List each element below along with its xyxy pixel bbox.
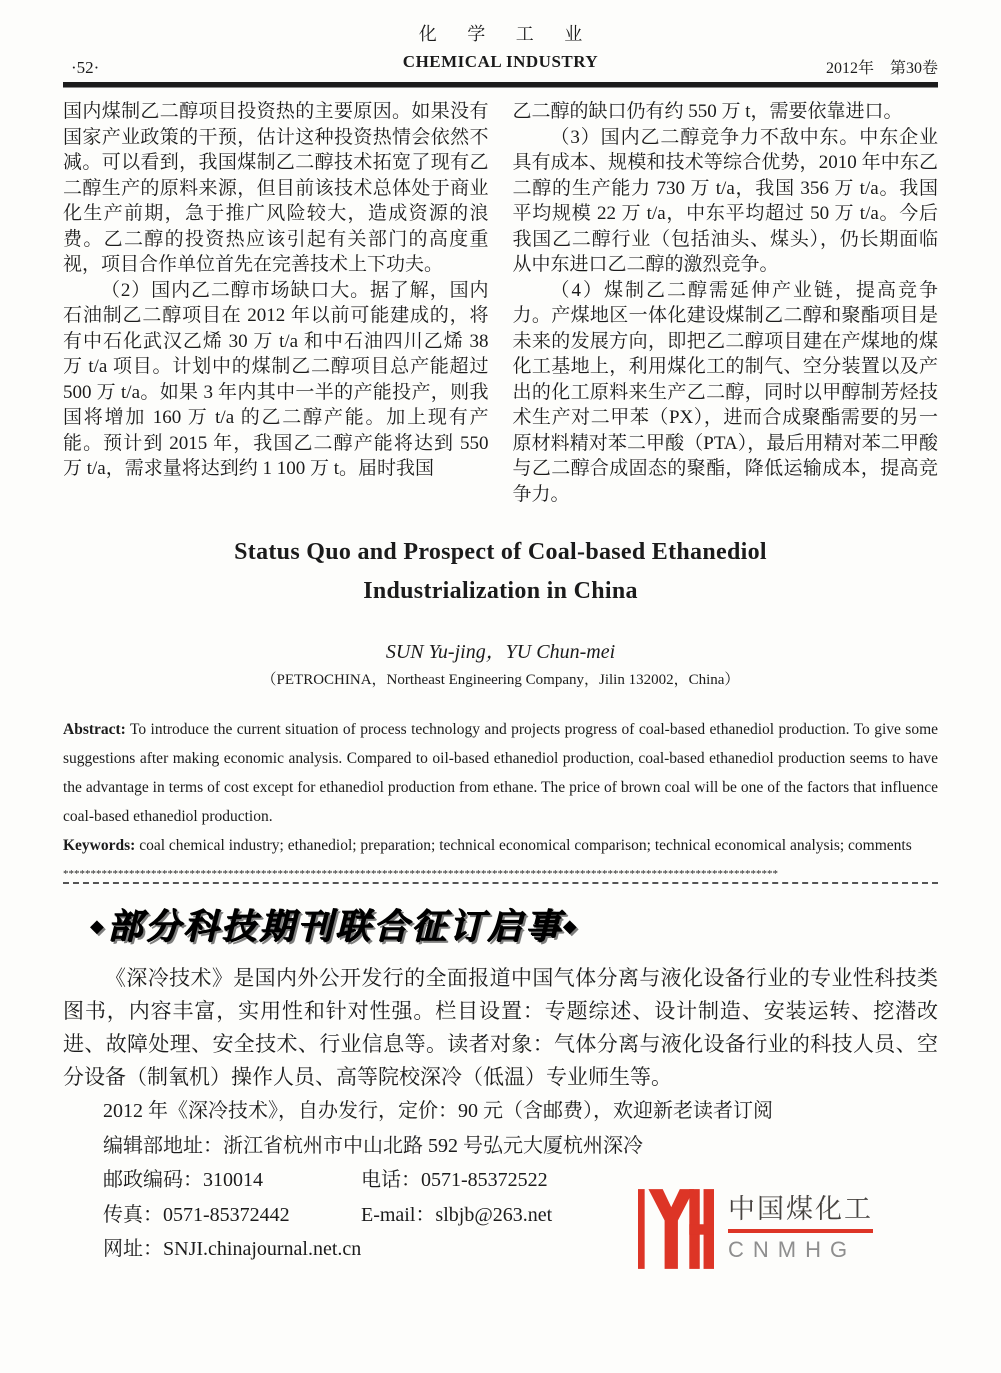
fax-text: 传真：0571-85372442 [103, 1203, 290, 1226]
column-right [513, 99, 939, 507]
abstract-paragraph [63, 715, 938, 831]
subscription-line [103, 1094, 938, 1129]
body-paragraph: 国内煤制乙二醇项目投资热的主要原因。如果没有国家产业政策的干预，估计这种投资热情会依然不减。可以看到，我国煤制乙二醇技术拓宽了现有乙二醇生产的原料来源，但目前该技术总体处于商业化生产前期，急于推广风险较大，造成资源的浪费。乙二醇的投资热应该引起有关部门的高度重视，项目合作单位首先在完善技术上下功夫。 [63, 101, 489, 275]
yh-monogram-icon [638, 1187, 714, 1271]
column-left [63, 99, 489, 507]
notice-banner-title: 部分科技期刊联合征订启事 [106, 907, 563, 946]
affiliation-line: （PETROCHINA，Northeast Engineering Company，Jilin 132002，China） [261, 672, 740, 688]
body-paragraph: （4）煤制乙二醇需延伸产业链，提高竞争力。产煤地区一体化建设煤制乙二醇和聚酯项目是未来的发展方向，即把乙二醇项目建在产煤地的煤化工基地上，利用煤化工的制气、空分装置以及产出的化工原料来生产乙二醇，同时以甲醇制芳烃技术生产对二甲苯（PX），进而合成聚酯需要的另一原材料精对苯二甲酸（PTA），最后用精对苯二甲酸与乙二醇合成固态的聚酯，降低运输成本，提高竞争力。 [512, 279, 938, 505]
watermark-logo [638, 1185, 968, 1277]
body-paragraph: 乙二醇的缺口仍有约 550 万 t，需要依靠进口。 [512, 101, 903, 122]
diamond-bullet-icon: ◆ [562, 916, 580, 936]
abstract-text: To introduce the current situation of process technology and projects progress of coal-based ethanediol production. To give some suggestions after making economic analysis. Compared to oil-based ethanediol production, coal-based ethanediol production seems to have the advantage in terms of cost except for ethanediol production from ethane. The price of brown coal will be one of the factors that influence coal-based ethanediol production. [63, 721, 938, 825]
notice-banner [90, 900, 1001, 952]
abstract-block [63, 715, 938, 860]
watermark-text-block [728, 1187, 873, 1263]
website-text: 网址：SNJI.chinajournal.net.cn [103, 1238, 362, 1260]
address-line [103, 1129, 938, 1164]
keywords-label: Keywords: [63, 837, 136, 854]
body-paragraph: （3）国内乙二醇竞争力不敌中东。中东企业具有成本、规模和技术等综合优势，2010 年中东乙二醇的生产能力 730 万 t/a，我国 356 万 t/a。我国平均规模 22 万 t/a，中东平均超过 50 万 t/a。今后我国乙二醇行业（包括油头、煤头），仍长期面临从中东进口乙二醇的激烈竞争。 [512, 126, 938, 275]
keywords-paragraph [63, 831, 938, 860]
page-number: ·52· [71, 58, 100, 77]
keywords-text: coal chemical industry; ethanediol; preparation; technical economical comparison; technical economical analysis; comments [135, 837, 912, 854]
address-text: 编辑部地址：浙江省杭州市中山北路 592 号弘元大厦杭州深冷 [103, 1134, 643, 1157]
watermark-name-en: CNMHG [728, 1237, 857, 1262]
journal-title-en: CHEMICAL INDUSTRY [402, 52, 599, 71]
subscription-text: 2012 年《深冷技术》，自办发行，定价：90 元（含邮费），欢迎新老读者订阅 [103, 1100, 773, 1122]
journal-title-cn: 化 学 工 业 [418, 24, 596, 44]
phone-text: 电话：0571-85372522 [361, 1169, 548, 1191]
english-title-line2: Industrialization in China [363, 578, 638, 604]
ornament-separator: ********************************************************************************************************************************** [63, 868, 938, 884]
abstract-label: Abstract: [63, 721, 126, 738]
watermark-name-cn: 中国煤化工 [728, 1187, 873, 1233]
issue-info: 2012年 第30卷 [825, 60, 938, 77]
header-rule [63, 82, 938, 87]
postcode-text: 邮政编码：310014 [103, 1169, 263, 1191]
body-paragraph: （2）国内乙二醇市场缺口大。据了解，国内石油制乙二醇项目在 2012 年以前可能建成的，将有中石化武汉乙烯 30 万 t/a 和中石油四川乙烯 38 万 t/a 项目。计划中的煤制乙二醇项目总产能超过 500 万 t/a。如果 3 年内其中一半的产能投产，则我国将增加 160 万 t/a 的乙二醇产能。加上现有产能。预计到 2015 年，我国乙二醇产能将达到 550 万 t/a，需求量将达到约 1 100 万 t。届时我国 [63, 279, 489, 479]
authors-line: SUN Yu-jing，YU Chun-mei [385, 641, 616, 663]
page-header [63, 20, 938, 78]
article-columns [63, 99, 938, 507]
english-title [0, 533, 1001, 611]
email-text: E-mail：slbjb@263.net [361, 1203, 553, 1226]
english-title-line1: Status Quo and Prospect of Coal-based Ethanediol [234, 539, 767, 565]
notice-intro-paragraph: 《深冷技术》是国内外公开发行的全面报道中国气体分离与液化设备行业的专业性科技类图书，内容丰富，实用性和针对性强。栏目设置：专题综述、设计制造、安装运转、挖潜改进、故障处理、安全技术、行业信息等。读者对象：气体分离与液化设备行业的科技人员、空分设备（制氧机）操作人员、高等院校深冷（低温）专业师生等。 [63, 966, 938, 1089]
diamond-bullet-icon: ◆ [90, 916, 107, 936]
